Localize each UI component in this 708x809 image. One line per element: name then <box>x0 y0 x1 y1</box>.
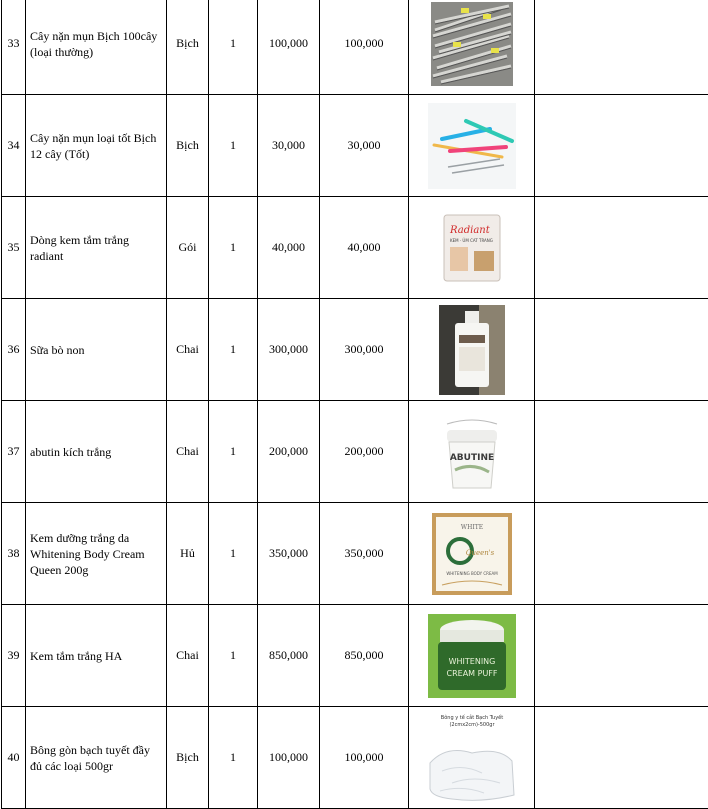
svg-text:ABUTINE: ABUTINE <box>449 453 493 463</box>
product-name: Cây nặn mụn Bịch 100cây (loại thường) <box>26 0 167 95</box>
unit-price: 300,000 <box>258 299 320 401</box>
quantity: 1 <box>209 95 258 197</box>
svg-text:Radiant: Radiant <box>449 225 491 236</box>
svg-text:KEM · ỦM CAT TRANG: KEM · ỦM CAT TRANG <box>450 238 493 243</box>
note-cell <box>535 503 708 605</box>
quantity: 1 <box>209 197 258 299</box>
product-name: Cây nặn mụn loại tốt Bịch 12 cây (Tốt) <box>26 95 167 197</box>
svg-text:(2cmx2cm)-500gr: (2cmx2cm)-500gr <box>449 722 495 728</box>
line-total: 200,000 <box>320 401 409 503</box>
svg-text:WHITENING BODY CREAM: WHITENING BODY CREAM <box>446 571 498 576</box>
unit-price: 100,000 <box>258 707 320 809</box>
quantity: 1 <box>209 0 258 95</box>
quantity: 1 <box>209 401 258 503</box>
row-number: 33 <box>2 0 26 95</box>
unit-price: 200,000 <box>258 401 320 503</box>
unit-price: 40,000 <box>258 197 320 299</box>
note-cell <box>535 401 708 503</box>
table-row <box>2 707 708 809</box>
product-image-cell <box>409 401 535 503</box>
product-image-cell <box>409 197 535 299</box>
product-name: Kem tắm trắng HA <box>26 605 167 707</box>
line-total: 30,000 <box>320 95 409 197</box>
product-table-body <box>2 0 708 809</box>
needles-bundle-icon <box>431 2 513 86</box>
unit: Hủ <box>167 503 209 605</box>
note-cell <box>535 299 708 401</box>
line-total: 300,000 <box>320 299 409 401</box>
row-number: 39 <box>2 605 26 707</box>
row-number: 36 <box>2 299 26 401</box>
table-row <box>2 605 708 707</box>
product-name: abutin kích trắng <box>26 401 167 503</box>
note-cell <box>535 605 708 707</box>
unit: Chai <box>167 401 209 503</box>
table-row <box>2 0 708 95</box>
unit-price: 30,000 <box>258 95 320 197</box>
svg-text:CREAM PUFF: CREAM PUFF <box>446 669 497 678</box>
product-table <box>1 0 708 809</box>
milk-bottle-icon <box>439 305 505 395</box>
colored-extractor-tools-icon <box>428 103 516 189</box>
unit: Bịch <box>167 707 209 809</box>
row-number: 35 <box>2 197 26 299</box>
note-cell <box>535 707 708 809</box>
unit-price: 350,000 <box>258 503 320 605</box>
cream-puff-jar-icon <box>428 614 516 698</box>
line-total: 40,000 <box>320 197 409 299</box>
note-cell <box>535 95 708 197</box>
line-total: 100,000 <box>320 707 409 809</box>
product-image-cell <box>409 95 535 197</box>
row-number: 40 <box>2 707 26 809</box>
row-number: 37 <box>2 401 26 503</box>
product-image-cell <box>409 0 535 95</box>
table-row <box>2 503 708 605</box>
quantity: 1 <box>209 605 258 707</box>
table-row <box>2 299 708 401</box>
unit: Bịch <box>167 0 209 95</box>
quantity: 1 <box>209 707 258 809</box>
abutine-tub-icon <box>439 412 505 492</box>
product-image-cell <box>409 299 535 401</box>
svg-text:WHITENING: WHITENING <box>448 657 495 666</box>
product-image-cell <box>409 605 535 707</box>
note-cell <box>535 197 708 299</box>
line-total: 850,000 <box>320 605 409 707</box>
unit: Gói <box>167 197 209 299</box>
unit: Chai <box>167 299 209 401</box>
product-name: Bông gòn bạch tuyết đầy đủ các loại 500gr <box>26 707 167 809</box>
queen-cream-box-icon <box>430 511 514 597</box>
cotton-bag-icon <box>422 711 522 805</box>
line-total: 100,000 <box>320 0 409 95</box>
product-image-cell <box>409 503 535 605</box>
note-cell <box>535 0 708 95</box>
svg-text:WHITE: WHITE <box>460 524 482 531</box>
product-name: Sữa bò non <box>26 299 167 401</box>
table-row <box>2 197 708 299</box>
row-number: 34 <box>2 95 26 197</box>
product-name: Dòng kem tắm trắng radiant <box>26 197 167 299</box>
unit-price: 850,000 <box>258 605 320 707</box>
row-number: 38 <box>2 503 26 605</box>
table-row <box>2 401 708 503</box>
table-row <box>2 95 708 197</box>
product-name: Kem dưỡng trắng da Whitening Body Cream Queen 200g <box>26 503 167 605</box>
unit: Chai <box>167 605 209 707</box>
radiant-packet-icon <box>440 211 504 285</box>
svg-text:Queen's: Queen's <box>465 549 494 557</box>
unit: Bịch <box>167 95 209 197</box>
svg-text:Bông y tế cắt Bạch Tuyết: Bông y tế cắt Bạch Tuyết <box>440 714 502 721</box>
line-total: 350,000 <box>320 503 409 605</box>
product-image-cell <box>409 707 535 809</box>
quantity: 1 <box>209 299 258 401</box>
quantity: 1 <box>209 503 258 605</box>
unit-price: 100,000 <box>258 0 320 95</box>
